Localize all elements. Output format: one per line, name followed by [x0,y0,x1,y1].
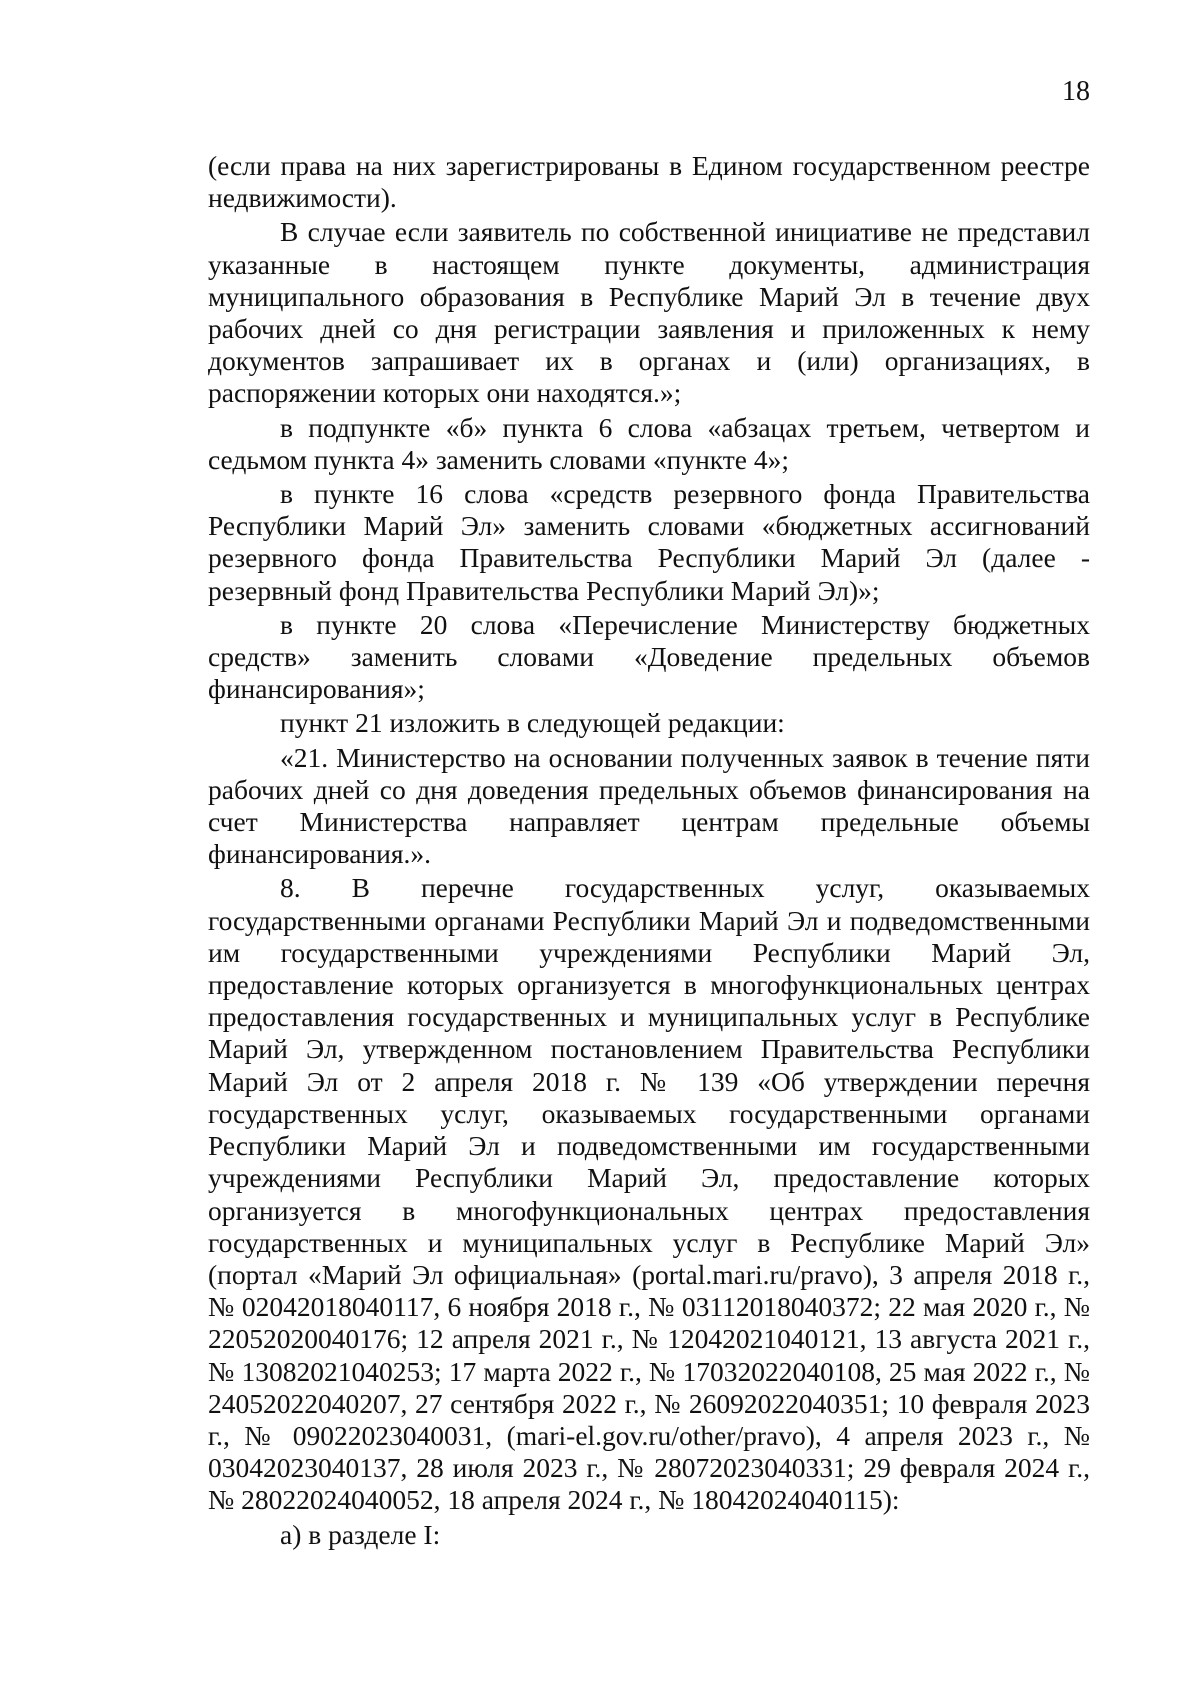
paragraph-7: «21. Министерство на основании полученных заявок в течение пяти рабочих дней со дня доведения предельных объемов финансирования на счет Министерства направляет центрам предельные объемы финансирования.». [208,741,1090,870]
document-body [208,150,1090,1551]
paragraph-6: пункт 21 изложить в следующей редакции: [280,707,785,739]
paragraph-1: (если права на них зарегистрированы в Едином государственном реестре недвижимости). [208,150,1090,214]
paragraph-3: в подпункте «б» пункта 6 слова «абзацах третьем, четвертом и седьмом пункта 4» заменить словами «пункте 4»; [208,411,1090,475]
paragraph-4: в пункте 16 слова «средств резервного фонда Правительства Республики Марий Эл» заменить словами «бюджетных ассигнований резервного фонда Правительства Республики Марий Эл (далее - резервный фонд Правительства Республики Марий Эл)»; [208,478,1090,606]
paragraph-8: 8. В перечне государственных услуг, оказываемых государственными органами Республики Марий Эл и подведомственными им государственными учреждениями Республики Марий Эл, предоставление которых организуется в многофункциональных центрах предоставления государственных и муниципальных услуг в Республике Марий Эл, утвержденном постановлением Правительства Республики Марий Эл от 2 апреля 2018 г. № 139 «Об утверждении перечня государственных услуг, оказываемых государственными органами Республики Марий Эл и подведомственными им государственными учреждениями Республики Марий Эл, предоставление которых организуется в многофункциональных центрах предоставления государственных и муниципальных услуг в Республике Марий Эл» (портал «Марий Эл официальная» (portal.mari.ru/pravo), 3 апреля 2018 г., № 02042018040117, 6 ноября 2018 г., № 03112018040372; 22 мая 2020 г., № 22052020040176; 12 апреля 2021 г., № 12042021040121, 13 августа 2021 г., № 13082021040253; 17 марта 2022 г., № 17032022040108, 25 мая 2022 г., № 24052022040207, 27 сентября 2022 г., № 26092022040351; 10 февраля 2023 г., № 09022023040031, (mari-el.gov.ru/other/pravo), 4 апреля 2023 г., № 03042023040137, 28 июля 2023 г., № 28072023040331; 29 февраля 2024 г., № 28022024040052, 18 апреля 2024 г., № 18042024040115): [208,872,1090,1516]
paragraph-2: В случае если заявитель по собственной инициативе не представил указанные в настоящем пункте документы, администрация муниципального образования в Республике Марий Эл в течение двух рабочих дней со дня регистрации заявления и приложенных к нему документов запрашивает их в органах и (или) организациях, в распоряжении которых они находятся.»; [208,216,1090,409]
page-number: 18 [1062,76,1090,107]
paragraph-5: в пункте 20 слова «Перечисление Министерству бюджетных средств» заменить словами «Доведение предельных объемов финансирования»; [208,608,1090,705]
paragraph-9: а) в разделе I: [280,1518,441,1550]
